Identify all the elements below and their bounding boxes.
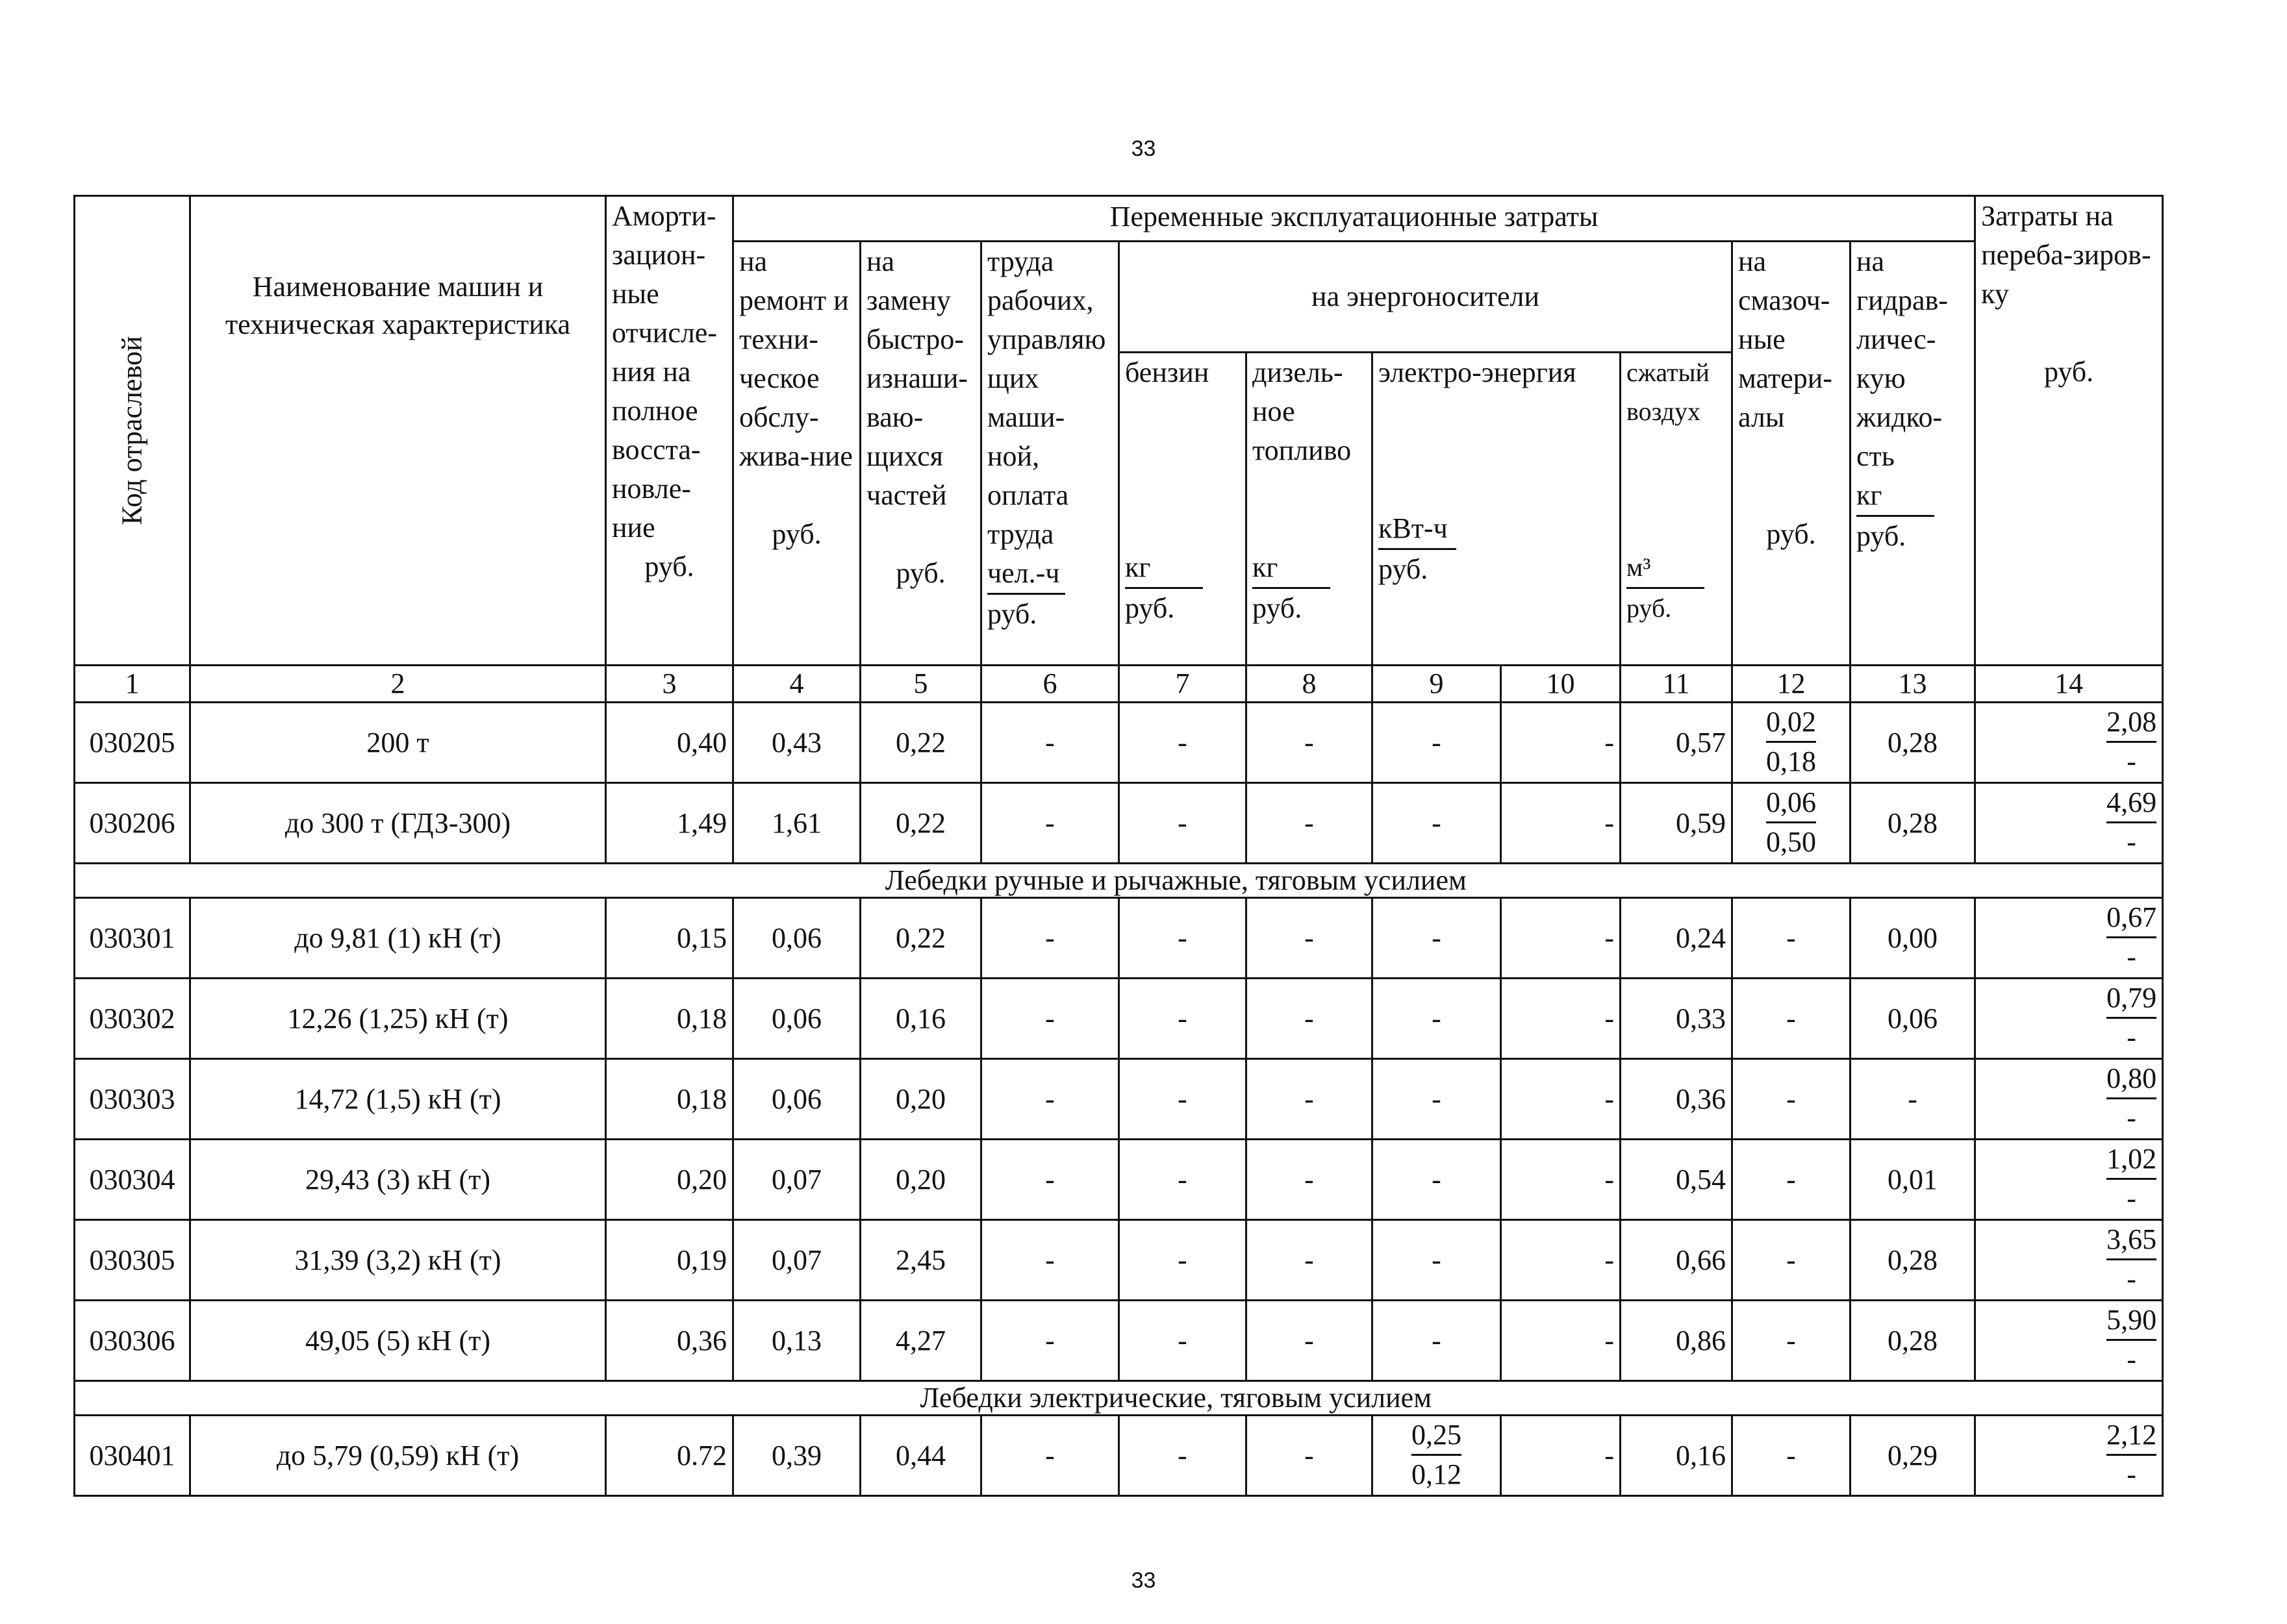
petrol-value: - (1119, 1301, 1246, 1381)
electric-value: - (1372, 898, 1501, 979)
table-row (75, 1416, 2163, 1496)
air-value: - (1501, 703, 1621, 783)
estimate-value: $\frac{0,79}{-}$ (1975, 979, 2163, 1059)
relocation-value: 0,28 (1851, 1220, 1975, 1301)
table-row (75, 1140, 2163, 1220)
group-header-row (75, 1381, 2163, 1416)
hydraulic-value: $\frac{0,06}{0,50}$ (1732, 783, 1851, 864)
row-name: 200 т (190, 703, 606, 783)
row-code: 030401 (75, 1416, 190, 1496)
petrol-value: - (1119, 1416, 1246, 1496)
diesel-value: - (1246, 1220, 1372, 1301)
header-labor: труда рабочих, управляю щих маши-ной, оплата труда чел.-ч руб. (981, 242, 1119, 666)
column-number: 2 (190, 666, 606, 703)
amortization-value: 0,19 (606, 1220, 733, 1301)
row-name: 14,72 (1,5) кН (т) (190, 1059, 606, 1140)
labor-value: - (981, 1301, 1119, 1381)
lubricant-value: 0,66 (1621, 1220, 1732, 1301)
replace-value: 4,27 (861, 1301, 981, 1381)
header-petrol: бензин кг руб. (1119, 353, 1246, 666)
header-hydraulic: на гидрав-личес-кую жидко-сть кг руб. (1851, 242, 1975, 666)
table-row (75, 979, 2163, 1059)
replace-value: 0,22 (861, 783, 981, 864)
repair-value: 1,61 (733, 783, 861, 864)
diesel-value: - (1246, 1301, 1372, 1381)
petrol-value: - (1119, 1220, 1246, 1301)
row-name: 31,39 (3,2) кН (т) (190, 1220, 606, 1301)
header-variable-costs: Переменные эксплуатационные затраты (733, 196, 1975, 242)
air-value: - (1501, 979, 1621, 1059)
row-name: 12,26 (1,25) кН (т) (190, 979, 606, 1059)
group-title: Лебедки электрические, тяговым усилием (190, 1381, 2163, 1416)
row-code: 030301 (75, 898, 190, 979)
row-name: до 300 т (ГДЗ-300) (190, 783, 606, 864)
repair-value: 0,06 (733, 1059, 861, 1140)
air-value: - (1501, 1416, 1621, 1496)
header-code: Код отраслевой (75, 196, 190, 666)
column-number: 5 (861, 666, 981, 703)
air-value: - (1501, 1220, 1621, 1301)
lubricant-value: 0,16 (1621, 1416, 1732, 1496)
petrol-value: - (1119, 1059, 1246, 1140)
row-code: 030306 (75, 1301, 190, 1381)
row-name: 49,05 (5) кН (т) (190, 1301, 606, 1381)
table-row (75, 783, 2163, 864)
group-title: Лебедки ручные и рычажные, тяговым усилием (190, 864, 2163, 898)
row-code: 030304 (75, 1140, 190, 1220)
labor-value: - (981, 1059, 1119, 1140)
hydraulic-value: - (1732, 1416, 1851, 1496)
row-name: 29,43 (3) кН (т) (190, 1140, 606, 1220)
header-name: Наименование машин и техническая характеристика (190, 196, 606, 666)
column-number: 8 (1246, 666, 1372, 703)
column-number: 12 (1732, 666, 1851, 703)
labor-value: - (981, 1220, 1119, 1301)
electric-value: - (1372, 1140, 1501, 1220)
amortization-value: 0,20 (606, 1140, 733, 1220)
diesel-value: - (1246, 979, 1372, 1059)
machine-cost-table (73, 195, 2164, 1497)
labor-value: - (981, 1416, 1119, 1496)
row-code: 030206 (75, 783, 190, 864)
electric-value: - (1372, 979, 1501, 1059)
header-air: сжатый воздух м³ руб. (1621, 353, 1732, 666)
hydraulic-value: - (1732, 979, 1851, 1059)
electric-value: - (1372, 1220, 1501, 1301)
estimate-value: $\frac{5,90}{-}$ (1975, 1301, 2163, 1381)
replace-value: 0,20 (861, 1140, 981, 1220)
table-row (75, 1059, 2163, 1140)
estimate-value: $\frac{0,80}{-}$ (1975, 1059, 2163, 1140)
petrol-value: - (1119, 703, 1246, 783)
row-name: до 9,81 (1) кН (т) (190, 898, 606, 979)
group-code-empty (75, 1381, 190, 1416)
replace-value: 0,20 (861, 1059, 981, 1140)
electric-value: - (1372, 703, 1501, 783)
row-code: 030303 (75, 1059, 190, 1140)
table-row (75, 703, 2163, 783)
column-number: 11 (1621, 666, 1732, 703)
repair-value: 0,07 (733, 1140, 861, 1220)
labor-value: - (981, 783, 1119, 864)
repair-value: 0,06 (733, 898, 861, 979)
relocation-value: - (1851, 1059, 1975, 1140)
amortization-value: 0,36 (606, 1301, 733, 1381)
electric-value: - (1372, 783, 1501, 864)
column-number: 4 (733, 666, 861, 703)
amortization-value: 0.72 (606, 1416, 733, 1496)
diesel-value: - (1246, 1059, 1372, 1140)
relocation-value: 0,29 (1851, 1416, 1975, 1496)
diesel-value: - (1246, 1416, 1372, 1496)
hydraulic-value: - (1732, 1059, 1851, 1140)
relocation-value: 0,28 (1851, 1301, 1975, 1381)
hydraulic-value: - (1732, 1220, 1851, 1301)
replace-value: 2,45 (861, 1220, 981, 1301)
labor-value: - (981, 703, 1119, 783)
header-energy: на энергоносители (1119, 242, 1732, 353)
relocation-value: 0,28 (1851, 783, 1975, 864)
header-diesel: дизель-ное топливо кг руб. (1246, 353, 1372, 666)
labor-value: - (981, 898, 1119, 979)
relocation-value: 0,28 (1851, 703, 1975, 783)
column-number: 10 (1501, 666, 1621, 703)
electric-value: - (1372, 1301, 1501, 1381)
petrol-value: - (1119, 1140, 1246, 1220)
lubricant-value: 0,33 (1621, 979, 1732, 1059)
replace-value: 0,22 (861, 703, 981, 783)
electric-value: - (1372, 1059, 1501, 1140)
lubricant-value: 0,59 (1621, 783, 1732, 864)
estimate-value: $\frac{2,12}{-}$ (1975, 1416, 2163, 1496)
header-relocation: Затраты на переба-зиров-ку руб. (1975, 196, 2163, 666)
table-row (75, 898, 2163, 979)
row-code: 030302 (75, 979, 190, 1059)
relocation-value: 0,00 (1851, 898, 1975, 979)
diesel-value: - (1246, 898, 1372, 979)
row-code: 030205 (75, 703, 190, 783)
lubricant-value: 0,86 (1621, 1301, 1732, 1381)
estimate-value: $\frac{0,67}{-}$ (1975, 898, 2163, 979)
column-number: 6 (981, 666, 1119, 703)
estimate-value: $\frac{3,65}{-}$ (1975, 1220, 2163, 1301)
amortization-value: 0,15 (606, 898, 733, 979)
air-value: - (1501, 898, 1621, 979)
hydraulic-value: - (1732, 1301, 1851, 1381)
petrol-value: - (1119, 783, 1246, 864)
amortization-value: 0,18 (606, 979, 733, 1059)
repair-value: 0,07 (733, 1220, 861, 1301)
group-code-empty (75, 864, 190, 898)
hydraulic-value: - (1732, 898, 1851, 979)
petrol-value: - (1119, 979, 1246, 1059)
column-number: 14 (1975, 666, 2163, 703)
estimate-value: $\frac{4,69}{-}$ (1975, 783, 2163, 864)
header-amortization: Аморти-зацион-ные отчисле-ния на полное восста-новле-ние руб. (606, 196, 733, 666)
repair-value: 0,06 (733, 979, 861, 1059)
air-value: - (1501, 1059, 1621, 1140)
petrol-value: - (1119, 898, 1246, 979)
row-name: до 5,79 (0,59) кН (т) (190, 1416, 606, 1496)
header-replace: на замену быстро-изнаши-ваю-щихся частей руб. (861, 242, 981, 666)
repair-value: 0,13 (733, 1301, 861, 1381)
group-header-row (75, 864, 2163, 898)
diesel-value: - (1246, 703, 1372, 783)
relocation-value: 0,06 (1851, 979, 1975, 1059)
air-value: - (1501, 1140, 1621, 1220)
page-number-top: 33 (1131, 136, 1156, 161)
relocation-value: 0,01 (1851, 1140, 1975, 1220)
column-number: 13 (1851, 666, 1975, 703)
repair-value: 0,43 (733, 703, 861, 783)
amortization-value: 0,18 (606, 1059, 733, 1140)
page-number-bottom: 33 (1131, 1568, 1156, 1593)
table-row (75, 1301, 2163, 1381)
header-repair: на ремонт и техни-ческое обслу-жива-ние руб. (733, 242, 861, 666)
estimate-value: $\frac{1,02}{-}$ (1975, 1140, 2163, 1220)
replace-value: 0,44 (861, 1416, 981, 1496)
air-value: - (1501, 1301, 1621, 1381)
amortization-value: 1,49 (606, 783, 733, 864)
diesel-value: - (1246, 783, 1372, 864)
header-lubricant: на смазоч-ные матери-алы руб. (1732, 242, 1851, 666)
amortization-value: 0,40 (606, 703, 733, 783)
replace-value: 0,22 (861, 898, 981, 979)
row-code: 030305 (75, 1220, 190, 1301)
estimate-value: $\frac{2,08}{-}$ (1975, 703, 2163, 783)
lubricant-value: 0,24 (1621, 898, 1732, 979)
column-number-row (75, 666, 2163, 703)
hydraulic-value: $\frac{0,02}{0,18}$ (1732, 703, 1851, 783)
column-number: 7 (1119, 666, 1246, 703)
table-row (75, 1220, 2163, 1301)
air-value: - (1501, 783, 1621, 864)
header-electric: электро-энергия кВт-ч руб. (1372, 353, 1621, 666)
electric-value: $\frac{0,25}{0,12}$ (1372, 1416, 1501, 1496)
lubricant-value: 0,36 (1621, 1059, 1732, 1140)
labor-value: - (981, 1140, 1119, 1220)
lubricant-value: 0,54 (1621, 1140, 1732, 1220)
column-number: 1 (75, 666, 190, 703)
repair-value: 0,39 (733, 1416, 861, 1496)
column-number: 3 (606, 666, 733, 703)
column-number: 9 (1372, 666, 1501, 703)
labor-value: - (981, 979, 1119, 1059)
diesel-value: - (1246, 1140, 1372, 1220)
replace-value: 0,16 (861, 979, 981, 1059)
hydraulic-value: - (1732, 1140, 1851, 1220)
lubricant-value: 0,57 (1621, 703, 1732, 783)
